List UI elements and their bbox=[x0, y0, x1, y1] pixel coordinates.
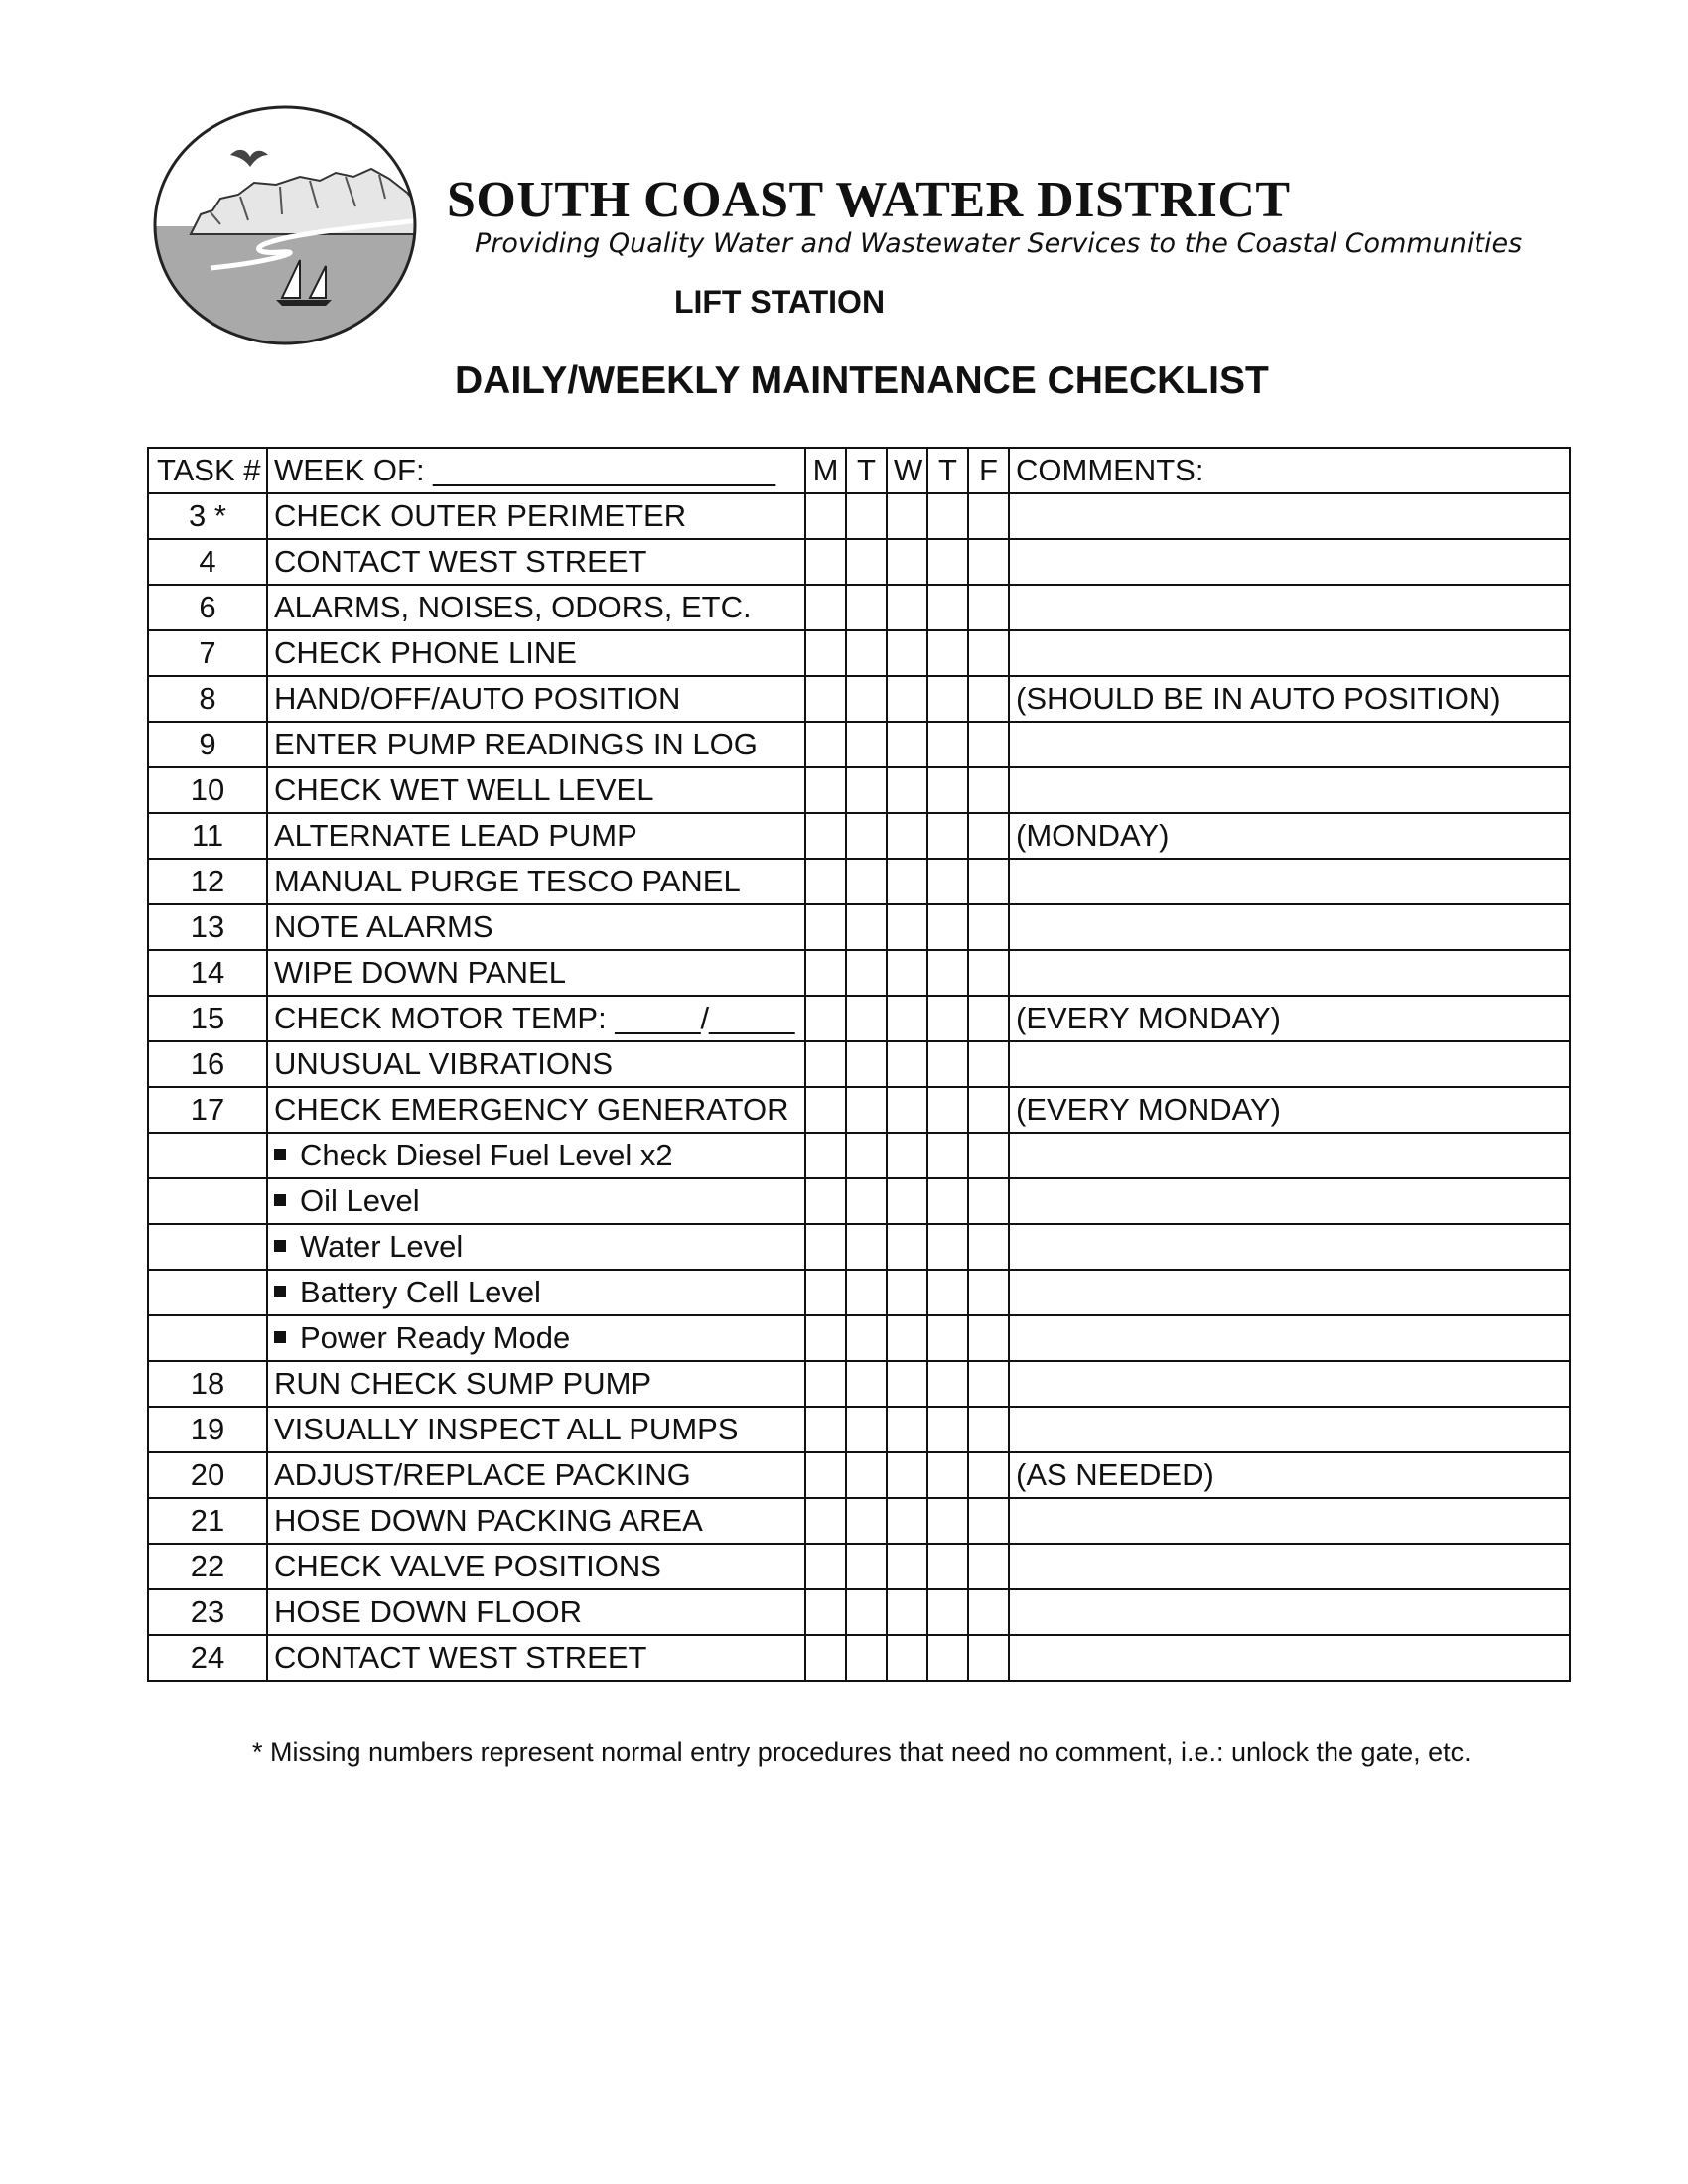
checkbox-friday[interactable] bbox=[968, 630, 1009, 676]
checkbox-friday[interactable] bbox=[968, 1498, 1009, 1544]
checkbox-wednesday[interactable] bbox=[887, 1315, 927, 1361]
checkbox-monday[interactable] bbox=[805, 904, 846, 950]
comment-cell bbox=[1009, 1041, 1570, 1087]
checkbox-wednesday[interactable] bbox=[887, 1498, 927, 1544]
checkbox-wednesday[interactable] bbox=[887, 676, 927, 722]
task-cell: WIPE DOWN PANEL bbox=[267, 950, 805, 996]
comment-cell bbox=[1009, 859, 1570, 904]
checkbox-tuesday[interactable] bbox=[846, 767, 887, 813]
checkbox-tuesday[interactable] bbox=[846, 722, 887, 767]
checkbox-wednesday[interactable] bbox=[887, 1635, 927, 1681]
task-number: 15 bbox=[148, 996, 267, 1041]
checkbox-friday[interactable] bbox=[968, 1452, 1009, 1498]
checkbox-tuesday[interactable] bbox=[846, 1407, 887, 1452]
checkbox-monday[interactable] bbox=[805, 1133, 846, 1178]
checkbox-friday[interactable] bbox=[968, 767, 1009, 813]
checkbox-monday[interactable] bbox=[805, 676, 846, 722]
task-number bbox=[148, 1315, 267, 1361]
checkbox-monday[interactable] bbox=[805, 539, 846, 585]
footnote: * Missing numbers represent normal entry procedures that need no comment, i.e.: unlock the gate, etc. bbox=[252, 1737, 1472, 1767]
task-cell: HOSE DOWN PACKING AREA bbox=[267, 1498, 805, 1544]
subtask-label: Battery Cell Level bbox=[300, 1275, 541, 1309]
checkbox-tuesday[interactable] bbox=[846, 904, 887, 950]
task-number: 12 bbox=[148, 859, 267, 904]
checkbox-friday[interactable] bbox=[968, 1315, 1009, 1361]
task-cell: CHECK VALVE POSITIONS bbox=[267, 1544, 805, 1589]
checkbox-monday[interactable] bbox=[805, 630, 846, 676]
checkbox-monday[interactable] bbox=[805, 1407, 846, 1452]
checkbox-friday[interactable] bbox=[968, 813, 1009, 859]
task-number: 3 * bbox=[148, 493, 267, 539]
table-row bbox=[148, 1452, 1570, 1498]
task-number-header: TASK # bbox=[148, 448, 267, 493]
table-row bbox=[148, 1133, 1570, 1178]
checkbox-thursday[interactable] bbox=[927, 630, 968, 676]
comments-header: COMMENTS: bbox=[1009, 448, 1570, 493]
checkbox-friday[interactable] bbox=[968, 1544, 1009, 1589]
document-title: DAILY/WEEKLY MAINTENANCE CHECKLIST bbox=[455, 359, 1269, 402]
checkbox-tuesday[interactable] bbox=[846, 493, 887, 539]
task-number: 23 bbox=[148, 1589, 267, 1635]
checkbox-wednesday[interactable] bbox=[887, 950, 927, 996]
checkbox-thursday[interactable] bbox=[927, 1315, 968, 1361]
task-cell: ALTERNATE LEAD PUMP bbox=[267, 813, 805, 859]
week-of-header: WEEK OF: ____________________ bbox=[267, 448, 805, 493]
checkbox-thursday[interactable] bbox=[927, 996, 968, 1041]
checkbox-wednesday[interactable] bbox=[887, 585, 927, 630]
checkbox-thursday[interactable] bbox=[927, 585, 968, 630]
table-row bbox=[148, 767, 1570, 813]
comment-cell: (EVERY MONDAY) bbox=[1009, 996, 1570, 1041]
subtask-label: Power Ready Mode bbox=[300, 1320, 571, 1355]
table-row bbox=[148, 1087, 1570, 1133]
checkbox-tuesday[interactable] bbox=[846, 1498, 887, 1544]
checkbox-monday[interactable] bbox=[805, 1635, 846, 1681]
checkbox-tuesday[interactable] bbox=[846, 1041, 887, 1087]
checkbox-thursday[interactable] bbox=[927, 1635, 968, 1681]
checkbox-friday[interactable] bbox=[968, 722, 1009, 767]
checkbox-tuesday[interactable] bbox=[846, 996, 887, 1041]
checkbox-tuesday[interactable] bbox=[846, 813, 887, 859]
task-number bbox=[148, 1178, 267, 1224]
checkbox-tuesday[interactable] bbox=[846, 1178, 887, 1224]
checkbox-monday[interactable] bbox=[805, 1087, 846, 1133]
comment-cell bbox=[1009, 1544, 1570, 1589]
checkbox-monday[interactable] bbox=[805, 1270, 846, 1315]
task-cell: CHECK MOTOR TEMP: _____/_____ bbox=[267, 996, 805, 1041]
checkbox-thursday[interactable] bbox=[927, 950, 968, 996]
comment-cell bbox=[1009, 1133, 1570, 1178]
checkbox-wednesday[interactable] bbox=[887, 813, 927, 859]
task-cell: ALARMS, NOISES, ODORS, ETC. bbox=[267, 585, 805, 630]
comment-cell bbox=[1009, 1407, 1570, 1452]
checkbox-tuesday[interactable] bbox=[846, 1589, 887, 1635]
subtask-cell bbox=[267, 1178, 805, 1224]
checkbox-monday[interactable] bbox=[805, 1589, 846, 1635]
checkbox-wednesday[interactable] bbox=[887, 1224, 927, 1270]
subtask-label: Oil Level bbox=[300, 1183, 420, 1218]
table-row bbox=[148, 1498, 1570, 1544]
checkbox-friday[interactable] bbox=[968, 585, 1009, 630]
table-row bbox=[148, 1361, 1570, 1407]
table-row bbox=[148, 630, 1570, 676]
task-cell: MANUAL PURGE TESCO PANEL bbox=[267, 859, 805, 904]
table-row bbox=[148, 539, 1570, 585]
comment-cell bbox=[1009, 1635, 1570, 1681]
table-row bbox=[148, 1178, 1570, 1224]
checkbox-thursday[interactable] bbox=[927, 1498, 968, 1544]
checkbox-wednesday[interactable] bbox=[887, 493, 927, 539]
checkbox-wednesday[interactable] bbox=[887, 1087, 927, 1133]
checkbox-wednesday[interactable] bbox=[887, 996, 927, 1041]
checkbox-friday[interactable] bbox=[968, 996, 1009, 1041]
checkbox-wednesday[interactable] bbox=[887, 1544, 927, 1589]
checkbox-friday[interactable] bbox=[968, 493, 1009, 539]
task-cell: NOTE ALARMS bbox=[267, 904, 805, 950]
checkbox-monday[interactable] bbox=[805, 722, 846, 767]
day-header-monday: M bbox=[805, 448, 846, 493]
task-number: 17 bbox=[148, 1087, 267, 1133]
task-number: 11 bbox=[148, 813, 267, 859]
task-number: 19 bbox=[148, 1407, 267, 1452]
square-bullet-icon bbox=[274, 1240, 286, 1252]
table-row bbox=[148, 1544, 1570, 1589]
task-number bbox=[148, 1224, 267, 1270]
comment-cell: (AS NEEDED) bbox=[1009, 1452, 1570, 1498]
task-number: 6 bbox=[148, 585, 267, 630]
square-bullet-icon bbox=[274, 1331, 286, 1343]
task-number: 21 bbox=[148, 1498, 267, 1544]
table-row bbox=[148, 859, 1570, 904]
task-cell: VISUALLY INSPECT ALL PUMPS bbox=[267, 1407, 805, 1452]
comment-cell: (SHOULD BE IN AUTO POSITION) bbox=[1009, 676, 1570, 722]
checkbox-friday[interactable] bbox=[968, 950, 1009, 996]
checkbox-tuesday[interactable] bbox=[846, 1361, 887, 1407]
organization-name: SOUTH COAST WATER DISTRICT bbox=[447, 172, 1291, 228]
checkbox-friday[interactable] bbox=[968, 1224, 1009, 1270]
subtask-cell bbox=[267, 1270, 805, 1315]
task-number: 18 bbox=[148, 1361, 267, 1407]
table-row bbox=[148, 904, 1570, 950]
checkbox-thursday[interactable] bbox=[927, 904, 968, 950]
task-number: 20 bbox=[148, 1452, 267, 1498]
square-bullet-icon bbox=[274, 1286, 286, 1297]
task-number bbox=[148, 1133, 267, 1178]
task-cell: ENTER PUMP READINGS IN LOG bbox=[267, 722, 805, 767]
task-number: 8 bbox=[148, 676, 267, 722]
checkbox-monday[interactable] bbox=[805, 859, 846, 904]
task-number: 10 bbox=[148, 767, 267, 813]
checkbox-monday[interactable] bbox=[805, 767, 846, 813]
checkbox-monday[interactable] bbox=[805, 1178, 846, 1224]
checkbox-tuesday[interactable] bbox=[846, 676, 887, 722]
comment-cell bbox=[1009, 539, 1570, 585]
checkbox-tuesday[interactable] bbox=[846, 1635, 887, 1681]
comment-cell bbox=[1009, 904, 1570, 950]
task-cell: CONTACT WEST STREET bbox=[267, 1635, 805, 1681]
checkbox-thursday[interactable] bbox=[927, 1361, 968, 1407]
checkbox-monday[interactable] bbox=[805, 1041, 846, 1087]
checkbox-wednesday[interactable] bbox=[887, 1589, 927, 1635]
task-number: 13 bbox=[148, 904, 267, 950]
day-header-tuesday: T bbox=[846, 448, 887, 493]
checkbox-monday[interactable] bbox=[805, 1452, 846, 1498]
comment-cell bbox=[1009, 722, 1570, 767]
checkbox-wednesday[interactable] bbox=[887, 1452, 927, 1498]
checkbox-thursday[interactable] bbox=[927, 493, 968, 539]
task-cell: CHECK EMERGENCY GENERATOR bbox=[267, 1087, 805, 1133]
checkbox-monday[interactable] bbox=[805, 813, 846, 859]
task-number: 14 bbox=[148, 950, 267, 996]
checkbox-friday[interactable] bbox=[968, 1133, 1009, 1178]
task-cell: CHECK WET WELL LEVEL bbox=[267, 767, 805, 813]
checkbox-thursday[interactable] bbox=[927, 1270, 968, 1315]
checkbox-monday[interactable] bbox=[805, 1498, 846, 1544]
checkbox-thursday[interactable] bbox=[927, 1589, 968, 1635]
checkbox-wednesday[interactable] bbox=[887, 539, 927, 585]
table-row bbox=[148, 493, 1570, 539]
checkbox-friday[interactable] bbox=[968, 676, 1009, 722]
checkbox-friday[interactable] bbox=[968, 1407, 1009, 1452]
checkbox-tuesday[interactable] bbox=[846, 1270, 887, 1315]
checkbox-thursday[interactable] bbox=[927, 1224, 968, 1270]
checkbox-friday[interactable] bbox=[968, 1361, 1009, 1407]
checkbox-tuesday[interactable] bbox=[846, 1133, 887, 1178]
checkbox-thursday[interactable] bbox=[927, 1087, 968, 1133]
checkbox-monday[interactable] bbox=[805, 950, 846, 996]
table-row bbox=[148, 1224, 1570, 1270]
table-row bbox=[148, 585, 1570, 630]
subtask-label: Check Diesel Fuel Level x2 bbox=[300, 1138, 673, 1172]
checkbox-friday[interactable] bbox=[968, 1178, 1009, 1224]
task-number: 16 bbox=[148, 1041, 267, 1087]
checkbox-wednesday[interactable] bbox=[887, 904, 927, 950]
task-number: 22 bbox=[148, 1544, 267, 1589]
checkbox-wednesday[interactable] bbox=[887, 1178, 927, 1224]
table-row bbox=[148, 1589, 1570, 1635]
checkbox-thursday[interactable] bbox=[927, 859, 968, 904]
task-cell: CHECK PHONE LINE bbox=[267, 630, 805, 676]
comment-cell bbox=[1009, 1178, 1570, 1224]
table-row bbox=[148, 1041, 1570, 1087]
comment-cell: (EVERY MONDAY) bbox=[1009, 1087, 1570, 1133]
task-number bbox=[148, 1270, 267, 1315]
checkbox-friday[interactable] bbox=[968, 1087, 1009, 1133]
table-row bbox=[148, 1407, 1570, 1452]
checkbox-tuesday[interactable] bbox=[846, 630, 887, 676]
table-row bbox=[148, 950, 1570, 996]
checkbox-wednesday[interactable] bbox=[887, 1041, 927, 1087]
checkbox-tuesday[interactable] bbox=[846, 950, 887, 996]
subtask-cell bbox=[267, 1133, 805, 1178]
task-number: 4 bbox=[148, 539, 267, 585]
checkbox-wednesday[interactable] bbox=[887, 1270, 927, 1315]
task-cell: RUN CHECK SUMP PUMP bbox=[267, 1361, 805, 1407]
comment-cell bbox=[1009, 630, 1570, 676]
task-cell: HOSE DOWN FLOOR bbox=[267, 1589, 805, 1635]
table-row bbox=[148, 1315, 1570, 1361]
checkbox-tuesday[interactable] bbox=[846, 1315, 887, 1361]
comment-cell bbox=[1009, 1224, 1570, 1270]
checkbox-tuesday[interactable] bbox=[846, 1224, 887, 1270]
checkbox-friday[interactable] bbox=[968, 1041, 1009, 1087]
checkbox-thursday[interactable] bbox=[927, 1178, 968, 1224]
comment-cell bbox=[1009, 1270, 1570, 1315]
comment-cell bbox=[1009, 950, 1570, 996]
checkbox-wednesday[interactable] bbox=[887, 859, 927, 904]
checkbox-wednesday[interactable] bbox=[887, 1407, 927, 1452]
checkbox-friday[interactable] bbox=[968, 1635, 1009, 1681]
checkbox-monday[interactable] bbox=[805, 1544, 846, 1589]
comment-cell bbox=[1009, 1361, 1570, 1407]
subtask-cell bbox=[267, 1315, 805, 1361]
table-row bbox=[148, 722, 1570, 767]
square-bullet-icon bbox=[274, 1194, 286, 1206]
table-row bbox=[148, 1270, 1570, 1315]
checkbox-wednesday[interactable] bbox=[887, 1361, 927, 1407]
comment-cell bbox=[1009, 1589, 1570, 1635]
day-header-friday: F bbox=[968, 448, 1009, 493]
task-cell: HAND/OFF/AUTO POSITION bbox=[267, 676, 805, 722]
station-text: LIFT STATION bbox=[673, 284, 886, 320]
checkbox-friday[interactable] bbox=[968, 859, 1009, 904]
task-number: 24 bbox=[148, 1635, 267, 1681]
maintenance-checklist-table bbox=[147, 447, 1571, 1682]
table-row bbox=[148, 813, 1570, 859]
checkbox-thursday[interactable] bbox=[927, 722, 968, 767]
task-cell: ADJUST/REPLACE PACKING bbox=[267, 1452, 805, 1498]
task-number: 9 bbox=[148, 722, 267, 767]
checkbox-thursday[interactable] bbox=[927, 767, 968, 813]
task-cell: CHECK OUTER PERIMETER bbox=[267, 493, 805, 539]
checkbox-tuesday[interactable] bbox=[846, 585, 887, 630]
checkbox-monday[interactable] bbox=[805, 1361, 846, 1407]
checkbox-tuesday[interactable] bbox=[846, 859, 887, 904]
checkbox-tuesday[interactable] bbox=[846, 1544, 887, 1589]
comment-cell bbox=[1009, 493, 1570, 539]
subtask-label: Water Level bbox=[300, 1229, 464, 1264]
table-header-row bbox=[148, 448, 1570, 493]
subtask-cell bbox=[267, 1224, 805, 1270]
table-row bbox=[148, 996, 1570, 1041]
checkbox-monday[interactable] bbox=[805, 1315, 846, 1361]
checkbox-monday[interactable] bbox=[805, 1224, 846, 1270]
checkbox-monday[interactable] bbox=[805, 996, 846, 1041]
checkbox-thursday[interactable] bbox=[927, 1407, 968, 1452]
checkbox-thursday[interactable] bbox=[927, 539, 968, 585]
checkbox-tuesday[interactable] bbox=[846, 1452, 887, 1498]
checkbox-friday[interactable] bbox=[968, 539, 1009, 585]
day-header-wednesday: W bbox=[887, 448, 927, 493]
checkbox-thursday[interactable] bbox=[927, 1133, 968, 1178]
day-header-thursday: T bbox=[927, 448, 968, 493]
checkbox-tuesday[interactable] bbox=[846, 1087, 887, 1133]
comment-cell bbox=[1009, 1315, 1570, 1361]
checkbox-wednesday[interactable] bbox=[887, 1133, 927, 1178]
checkbox-tuesday[interactable] bbox=[846, 539, 887, 585]
checkbox-thursday[interactable] bbox=[927, 1544, 968, 1589]
checkbox-wednesday[interactable] bbox=[887, 630, 927, 676]
task-cell: UNUSUAL VIBRATIONS bbox=[267, 1041, 805, 1087]
comment-cell bbox=[1009, 585, 1570, 630]
task-cell: CONTACT WEST STREET bbox=[267, 539, 805, 585]
checkbox-monday[interactable] bbox=[805, 585, 846, 630]
comment-cell: (MONDAY) bbox=[1009, 813, 1570, 859]
checkbox-thursday[interactable] bbox=[927, 676, 968, 722]
table-row bbox=[148, 1635, 1570, 1681]
checkbox-friday[interactable] bbox=[968, 1589, 1009, 1635]
comment-cell bbox=[1009, 1498, 1570, 1544]
square-bullet-icon bbox=[274, 1149, 286, 1160]
checklist-body bbox=[148, 448, 1570, 1681]
checkbox-thursday[interactable] bbox=[927, 813, 968, 859]
checkbox-thursday[interactable] bbox=[927, 1041, 968, 1087]
station-label bbox=[0, 284, 1559, 321]
checkbox-wednesday[interactable] bbox=[887, 722, 927, 767]
checkbox-wednesday[interactable] bbox=[887, 767, 927, 813]
checkbox-friday[interactable] bbox=[968, 904, 1009, 950]
table-row bbox=[148, 676, 1570, 722]
task-number: 7 bbox=[148, 630, 267, 676]
comment-cell bbox=[1009, 767, 1570, 813]
checkbox-monday[interactable] bbox=[805, 493, 846, 539]
organization-tagline: Providing Quality Water and Wastewater Services to the Coastal Communities bbox=[475, 228, 1523, 259]
checkbox-thursday[interactable] bbox=[927, 1452, 968, 1498]
checkbox-friday[interactable] bbox=[968, 1270, 1009, 1315]
